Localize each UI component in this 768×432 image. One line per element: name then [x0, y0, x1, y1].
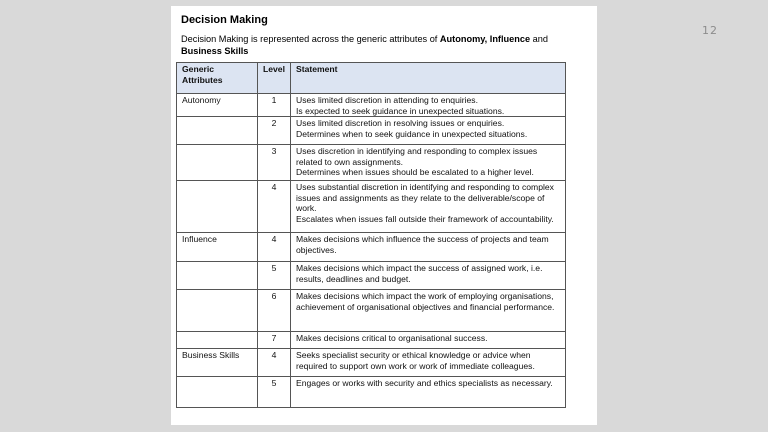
intro-text-and: and — [530, 34, 548, 44]
cell-level: 3 — [258, 145, 291, 181]
table-row — [177, 145, 566, 181]
cell-statement — [291, 94, 566, 117]
cell-level: 4 — [258, 349, 291, 377]
cell-generic-attribute: Autonomy — [177, 94, 258, 117]
table-body — [177, 94, 566, 408]
statement-line: Seeks specialist security or ethical knowledge or advice when required to support own work or work of immediate colleagues. — [296, 350, 535, 371]
attributes-table — [176, 62, 566, 408]
table-row — [177, 233, 566, 262]
intro-bold-attributes: Autonomy, Influence — [439, 34, 531, 44]
statement-line: Uses discretion in identifying and responding to complex issues related to own assignments. — [296, 146, 538, 167]
cell-statement — [291, 117, 566, 145]
statement-line: Makes decisions which influence the success of projects and team objectives. — [296, 234, 549, 255]
table-row — [177, 290, 566, 332]
table-header-row — [177, 63, 566, 94]
statement-line: Uses limited discretion in attending to enquiries. — [296, 95, 478, 105]
statement-line: Uses limited discretion in resolving issues or enquiries. — [296, 118, 505, 129]
cell-generic-attribute — [177, 332, 258, 349]
cell-level: 7 — [258, 332, 291, 349]
table-row — [177, 117, 566, 145]
statement-line: Makes decisions which impact the work of employing organisations, achievement of organisational objectives and financial performance. — [296, 291, 555, 312]
table-row — [177, 332, 566, 349]
cell-generic-attribute — [177, 145, 258, 181]
slide-number: 12 — [702, 24, 718, 37]
cell-statement — [291, 145, 566, 181]
statement-line: Uses substantial discretion in identifying and responding to complex issues and assignments as they relate to the deliverable/scope of work. — [296, 182, 554, 214]
table-row — [177, 262, 566, 290]
table-row — [177, 349, 566, 377]
table-row — [177, 377, 566, 408]
cell-generic-attribute — [177, 262, 258, 290]
table-row — [177, 94, 566, 117]
cell-generic-attribute — [177, 290, 258, 332]
intro-text: Decision Making is represented across the generic attributes of — [181, 34, 440, 44]
statement-line: Is expected to seek guidance in unexpected situations. — [296, 105, 505, 116]
cell-level: 6 — [258, 290, 291, 332]
statement-line: Escalates when issues fall outside their framework of accountability. — [296, 213, 554, 224]
cell-statement — [291, 262, 566, 290]
cell-generic-attribute — [177, 181, 258, 233]
statement-line: Determines when to seek guidance in unexpected situations. — [296, 128, 528, 139]
document-title: Decision Making — [181, 14, 268, 26]
cell-generic-attribute: Business Skills — [177, 349, 258, 377]
statement-line: Makes decisions which impact the success of assigned work, i.e. results, deadlines and budget. — [296, 263, 543, 284]
cell-statement — [291, 332, 566, 349]
cell-level: 5 — [258, 262, 291, 290]
table-row — [177, 181, 566, 233]
cell-generic-attribute: Influence — [177, 233, 258, 262]
statement-line: Determines when issues should be escalated to a higher level. — [296, 167, 534, 178]
cell-statement — [291, 290, 566, 332]
statement-line: Engages or works with security and ethics specialists as necessary. — [296, 378, 553, 389]
header-generic-attributes: Generic Attributes — [177, 63, 258, 94]
cell-level: 1 — [258, 94, 291, 117]
cell-statement — [291, 181, 566, 233]
cell-level: 4 — [258, 181, 291, 233]
intro-bold-business-skills: Business Skills — [181, 45, 249, 56]
cell-level: 2 — [258, 117, 291, 145]
cell-level: 4 — [258, 233, 291, 262]
cell-generic-attribute — [177, 117, 258, 145]
cell-statement — [291, 377, 566, 408]
cell-statement — [291, 349, 566, 377]
cell-statement — [291, 233, 566, 262]
document-page — [171, 6, 597, 425]
header-level: Level — [258, 63, 291, 94]
header-statement: Statement — [291, 63, 566, 94]
cell-level: 5 — [258, 377, 291, 408]
statement-line: Makes decisions critical to organisational success. — [296, 333, 488, 344]
intro-paragraph — [181, 34, 571, 57]
cell-generic-attribute — [177, 377, 258, 408]
